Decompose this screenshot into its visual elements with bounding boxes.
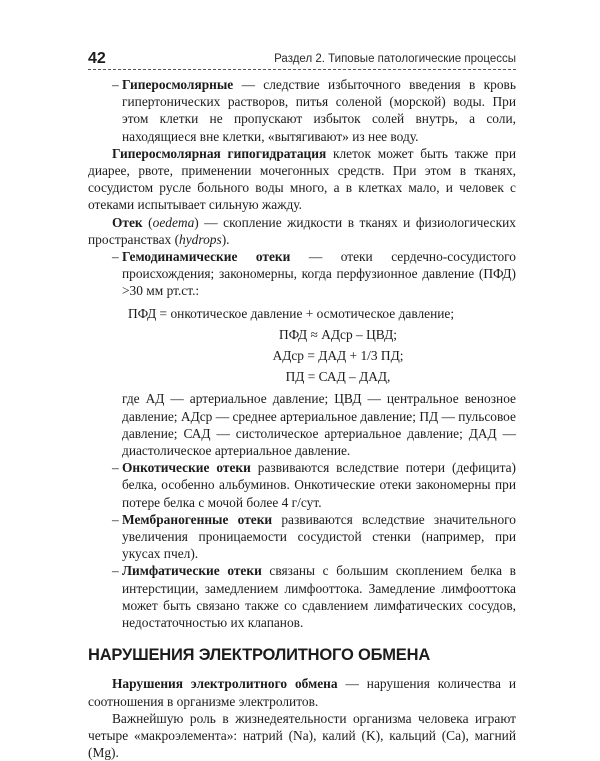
text-lymphatic: связаны с большим скоплением белка в интерстиции, замедлением лимфооттока. Замедление лимфооттока может быть связано также со сдавлением лимфатических сосудов, недостаточностью их клапанов. xyxy=(122,563,516,631)
term-lymphatic: Лимфатические отеки xyxy=(122,563,262,579)
bullet-hemodynamic xyxy=(88,248,516,300)
section-heading: НАРУШЕНИЯ ЭЛЕКТРОЛИТНОГО ОБМЕНА xyxy=(88,646,431,665)
text-edema-1: ( xyxy=(142,214,153,230)
text-edema-3: ). xyxy=(221,231,230,247)
formula-pfd: ПФД = онкотическое давление + осмотическое давление; xyxy=(128,305,455,321)
term-edema: Отек xyxy=(112,214,143,230)
bullet-dash: – xyxy=(112,77,119,92)
text-edema-2: ) — скопление жидкости в тканях и физиологических пространствах ( xyxy=(88,214,516,247)
text-membranogenic: развиваются вследствие значительного увеличения проницаемости сосудистой стенки (например, при укусах пчел). xyxy=(122,511,516,562)
term-hemodynamic: Гемодинамические отеки xyxy=(122,249,291,265)
paragraph-macroelements: Важнейшую роль в жизнедеятельности организма человека играют четыре «макроэлемента»: натрий (Na), калий (K), кальций (Ca), магний (Mg). xyxy=(88,710,516,761)
term-hypohydration: Гиперосмолярная гипогидратация xyxy=(112,145,327,161)
running-head: Раздел 2. Типовые патологические процессы xyxy=(274,53,516,65)
paragraph-hypohydration xyxy=(88,145,516,214)
formula-adsr: АДср = ДАД + 1/3 ПД; xyxy=(272,348,404,364)
term-electrolyte: Нарушения электролитного обмена xyxy=(112,676,338,692)
term-membranogenic: Мембраногенные отеки xyxy=(122,511,273,527)
bullet-dash: – xyxy=(112,511,119,527)
latin-oedema: oedema xyxy=(152,214,195,230)
page-header xyxy=(88,50,516,70)
bullet-lymphatic xyxy=(88,562,516,631)
text-hyperosmolar: — следствие избыточного введения в кровь гипертонических растворов, питья соленой (морской) воды. При этом клетки не пропускают избыток солей внутрь, а соли, находящиеся вне клетки, «вытягивают» из нее воду. xyxy=(122,77,516,144)
bullet-hyperosmolar xyxy=(88,76,516,145)
bullet-membranogenic xyxy=(88,511,516,563)
paragraph-edema xyxy=(88,214,516,248)
term-hyperosmolar: Гиперосмолярные xyxy=(122,77,234,92)
bullet-dash: – xyxy=(112,249,119,265)
formula-block xyxy=(88,303,516,388)
text-oncotic: развиваются вследствие потери (дефицита) белка, особенно альбуминов. Онкотические отеки закономерны при потере белка с мочой более 4 г/сут. xyxy=(122,460,516,510)
bullet-dash: – xyxy=(112,563,119,579)
text-electrolyte: — нарушения количества и соотношения в организме электролитов. xyxy=(88,676,516,709)
page-number: 42 xyxy=(88,50,106,67)
term-oncotic: Онкотические отеки xyxy=(122,460,251,476)
paragraph-electrolyte-definition xyxy=(88,675,516,709)
formula-pd: ПД = САД – ДАД, xyxy=(285,369,391,385)
bullet-oncotic xyxy=(88,459,516,511)
formula-pfd-approx: ПФД ≈ АДср – ЦВД; xyxy=(278,326,398,342)
latin-hydrops: hydrops xyxy=(179,231,222,247)
formula-legend: где АД — артериальное давление; ЦВД — центральное венозное давление; АДср — среднее артериальное давление; ПД — пульсовое давление; САД — систолическое артериальное давление; ДАД — диастолическое артериальное давление. xyxy=(122,391,516,459)
header-rule xyxy=(88,69,516,70)
bullet-dash: – xyxy=(112,460,119,476)
page-content xyxy=(88,76,516,761)
text-hemodynamic: — отеки сердечно-сосудистого происхождения; закономерны, когда перфузионное давление (ПФД) >30 мм рт.ст.: xyxy=(122,249,516,299)
text-hypohydration: клеток может быть также при диарее, рвоте, применении мочегонных средств. При этом в тканях, сосудистом русле больного воды много, а в клетках мало, и человек с отеками испытывает сильную жажду. xyxy=(88,145,516,213)
